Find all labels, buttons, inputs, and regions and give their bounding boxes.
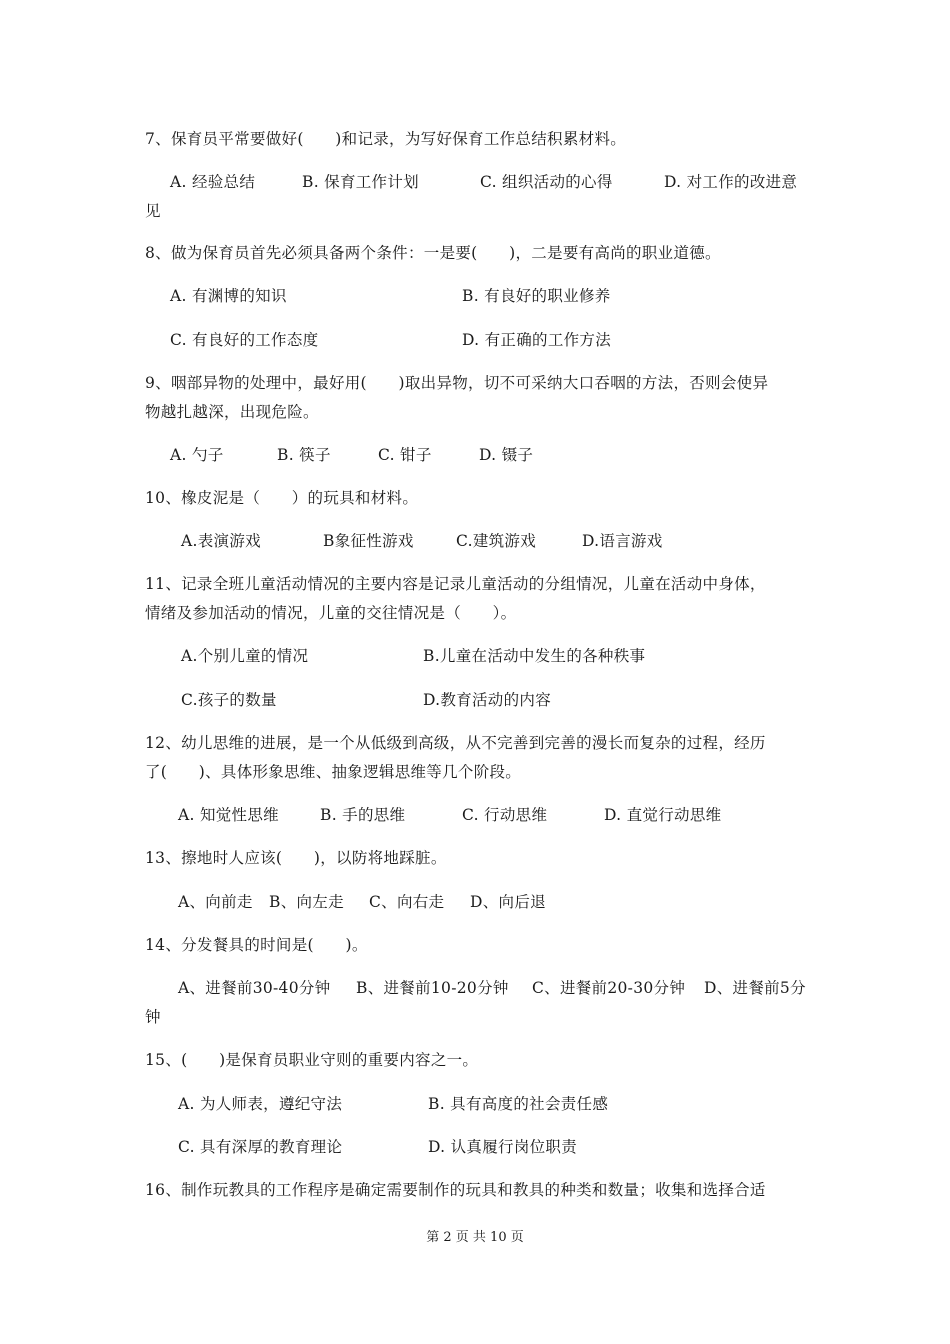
question-13-option-d: D、向后退 bbox=[470, 893, 546, 911]
question-10-option-b: B象征性游戏 bbox=[323, 532, 414, 550]
question-11-stem-line-1: 11、记录全班儿童活动情况的主要内容是记录儿童活动的分组情况，儿童在活动中身体， bbox=[145, 575, 766, 593]
question-8-option-b: B. 有良好的职业修养 bbox=[462, 287, 611, 305]
question-13-option-c: C、向右走 bbox=[369, 893, 445, 911]
question-9-option-c: C. 钳子 bbox=[378, 446, 432, 464]
question-14-option-d: D、进餐前5分 bbox=[704, 979, 806, 997]
question-7-option-continuation: 见 bbox=[145, 202, 161, 220]
page-number-footer: 第 2 页 共 10 页 bbox=[426, 1230, 524, 1245]
question-12-option-c: C. 行动思维 bbox=[462, 806, 548, 824]
question-7-option-c: C. 组织活动的心得 bbox=[480, 173, 613, 191]
question-7-stem: 7、保育员平常要做好( )和记录，为写好保育工作总结积累材料。 bbox=[145, 130, 627, 148]
question-8-option-a: A. 有渊博的知识 bbox=[170, 287, 287, 305]
question-12-option-d: D. 直觉行动思维 bbox=[604, 806, 722, 824]
question-15-option-b: B. 具有高度的社会责任感 bbox=[428, 1095, 609, 1113]
question-12-stem-line-1: 12、幼儿思维的进展，是一个从低级到高级，从不完善到完善的漫长而复杂的过程，经历 bbox=[145, 734, 766, 752]
question-7-option-b: B. 保育工作计划 bbox=[302, 173, 419, 191]
question-13-stem: 13、擦地时人应该( )，以防将地踩脏。 bbox=[145, 849, 447, 867]
question-9-stem-line-1: 9、咽部异物的处理中，最好用( )取出异物，切不可采纳大口吞咽的方法，否则会使异 bbox=[145, 374, 769, 392]
question-11-option-d: D.教育活动的内容 bbox=[423, 691, 552, 709]
question-14-option-c: C、进餐前20-30分钟 bbox=[532, 979, 686, 997]
question-15-option-a: A. 为人师表，遵纪守法 bbox=[178, 1095, 343, 1113]
question-10-option-a: A.表演游戏 bbox=[181, 532, 261, 550]
question-14-option-continuation: 钟 bbox=[145, 1008, 161, 1026]
question-7-option-a: A. 经验总结 bbox=[170, 173, 256, 191]
question-9-option-b: B. 筷子 bbox=[277, 446, 331, 464]
question-15-option-d: D. 认真履行岗位职责 bbox=[428, 1138, 578, 1156]
question-13-option-b: B、向左走 bbox=[269, 893, 344, 911]
question-9-stem-line-2: 物越扎越深，出现危险。 bbox=[145, 403, 319, 421]
question-11-option-b: B.儿童在活动中发生的各种秩事 bbox=[423, 647, 646, 665]
question-14-stem: 14、分发餐具的时间是( )。 bbox=[145, 936, 368, 954]
question-13-option-a: A、向前走 bbox=[178, 893, 253, 911]
question-12-stem-line-2: 了( )、具体形象思维、抽象逻辑思维等几个阶段。 bbox=[145, 763, 522, 781]
question-9-option-d: D. 镊子 bbox=[479, 446, 534, 464]
question-10-stem: 10、橡皮泥是（ ）的玩具和材料。 bbox=[145, 489, 419, 507]
question-7-option-d: D. 对工作的改进意 bbox=[664, 173, 798, 191]
question-15-stem: 15、( )是保育员职业守则的重要内容之一。 bbox=[145, 1051, 479, 1069]
question-9-option-a: A. 勺子 bbox=[170, 446, 224, 464]
question-14-option-b: B、进餐前10-20分钟 bbox=[356, 979, 509, 997]
question-15-option-c: C. 具有深厚的教育理论 bbox=[178, 1138, 343, 1156]
question-8-stem: 8、做为保育员首先必须具备两个条件：一是要( )，二是要有高尚的职业道德。 bbox=[145, 244, 721, 262]
question-16-stem: 16、制作玩教具的工作程序是确定需要制作的玩具和教具的种类和数量；收集和选择合适 bbox=[145, 1181, 766, 1199]
question-11-option-c: C.孩子的数量 bbox=[181, 691, 277, 709]
question-10-option-c: C.建筑游戏 bbox=[456, 532, 537, 550]
question-10-option-d: D.语言游戏 bbox=[582, 532, 663, 550]
question-12-option-b: B. 手的思维 bbox=[320, 806, 406, 824]
question-12-option-a: A. 知觉性思维 bbox=[178, 806, 279, 824]
question-11-stem-line-2: 情绪及参加活动的情况，儿童的交往情况是（ ）。 bbox=[145, 604, 517, 622]
question-11-option-a: A.个别儿童的情况 bbox=[181, 647, 309, 665]
question-14-option-a: A、进餐前30-40分钟 bbox=[178, 979, 331, 997]
question-8-option-c: C. 有良好的工作态度 bbox=[170, 331, 319, 349]
question-8-option-d: D. 有正确的工作方法 bbox=[462, 331, 612, 349]
